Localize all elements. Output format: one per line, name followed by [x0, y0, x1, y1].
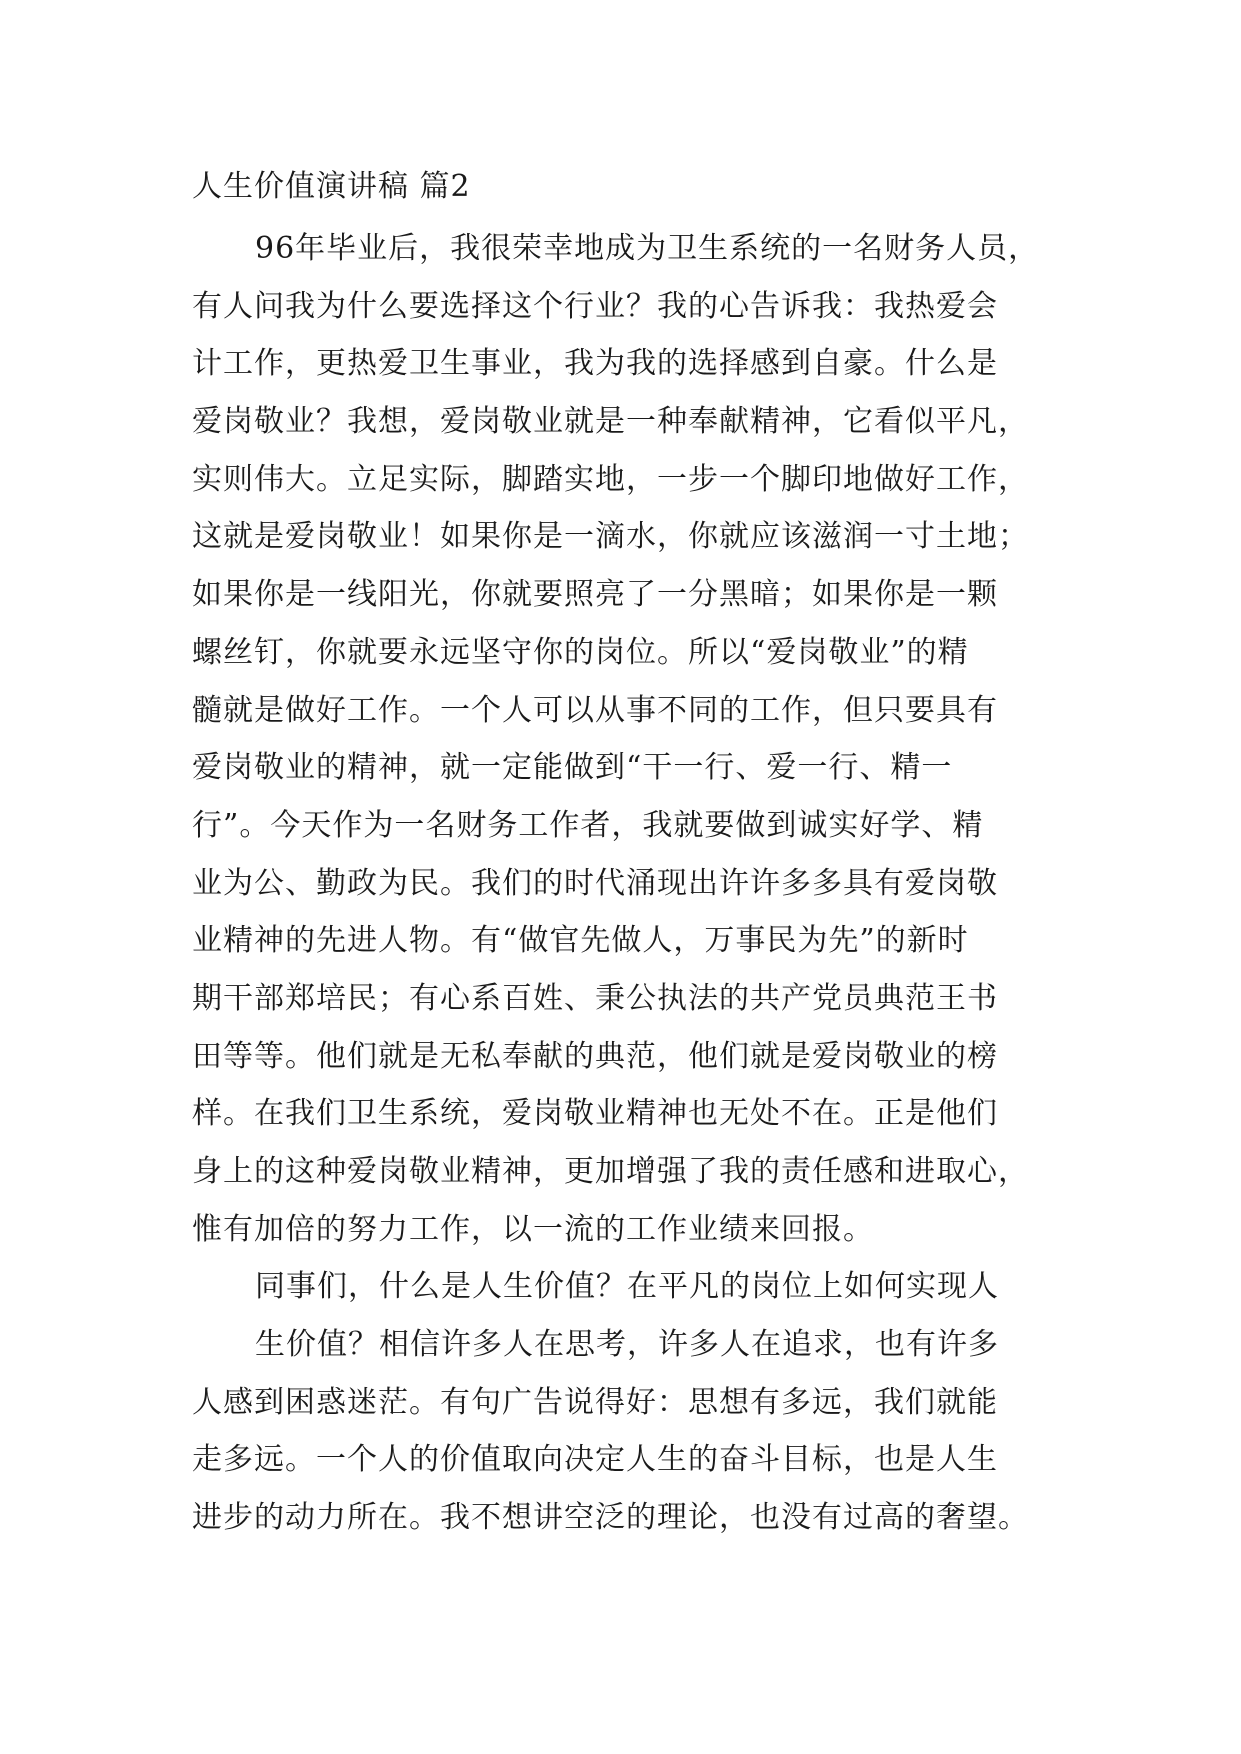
text-line: 计工作，更热爱卫生事业，我为我的选择感到自豪。什么是	[192, 346, 998, 382]
text-line: 走多远。一个人的价值取向决定人生的奋斗目标，也是人生	[192, 1442, 998, 1478]
document-body	[192, 220, 1082, 1547]
text-line: 爱岗敬业？我想，爱岗敬业就是一种奉献精神，它看似平凡，	[192, 404, 1029, 440]
text-line: 同事们，什么是人生价值？在平凡的岗位上如何实现人	[255, 1269, 999, 1305]
text-line: 样。在我们卫生系统，爱岗敬业精神也无处不在。正是他们	[192, 1096, 998, 1132]
text-line: 96年毕业后，我很荣幸地成为卫生系统的一名财务人员，	[255, 231, 1040, 266]
text-line: 期干部郑培民；有心系百姓、秉公执法的共产党员典范王书	[192, 980, 998, 1016]
text-line: 行”。今天作为一名财务工作者，我就要做到诚实好学、精	[192, 807, 984, 843]
text-line: 有人问我为什么要选择这个行业？我的心告诉我：我热爱会	[192, 288, 998, 324]
text-line: 业精神的先进人物。有“做官先做人，万事民为先”的新时	[192, 923, 969, 959]
text-line: 实则伟大。立足实际，脚踏实地，一步一个脚印地做好工作，	[192, 461, 1029, 497]
text-line: 如果你是一线阳光，你就要照亮了一分黑暗；如果你是一颗	[192, 577, 998, 613]
document-heading: 人生价值演讲稿 篇2	[192, 169, 471, 204]
text-line: 生价值？相信许多人在思考，许多人在追求，也有许多	[255, 1327, 999, 1363]
text-line: 进步的动力所在。我不想讲空泛的理论，也没有过高的奢望。	[192, 1500, 1029, 1536]
text-line: 爱岗敬业的精神，就一定能做到“干一行、爱一行、精一	[192, 750, 953, 786]
text-line: 这就是爱岗敬业！如果你是一滴水，你就应该滋润一寸土地；	[192, 519, 1029, 555]
text-line: 人感到困惑迷茫。有句广告说得好：思想有多远，我们就能	[192, 1384, 998, 1420]
text-line: 田等等。他们就是无私奉献的典范，他们就是爱岗敬业的榜	[192, 1038, 998, 1074]
text-line: 业为公、勤政为民。我们的时代涌现出许许多多具有爱岗敬	[192, 865, 998, 901]
text-line: 身上的这种爱岗敬业精神，更加增强了我的责任感和进取心，	[192, 1154, 1029, 1189]
text-line: 髓就是做好工作。一个人可以从事不同的工作，但只要具有	[192, 692, 998, 728]
text-line: 螺丝钉，你就要永远坚守你的岗位。所以“爱岗敬业”的精	[192, 634, 969, 670]
text-line: 惟有加倍的努力工作，以一流的工作业绩来回报。	[192, 1211, 874, 1247]
